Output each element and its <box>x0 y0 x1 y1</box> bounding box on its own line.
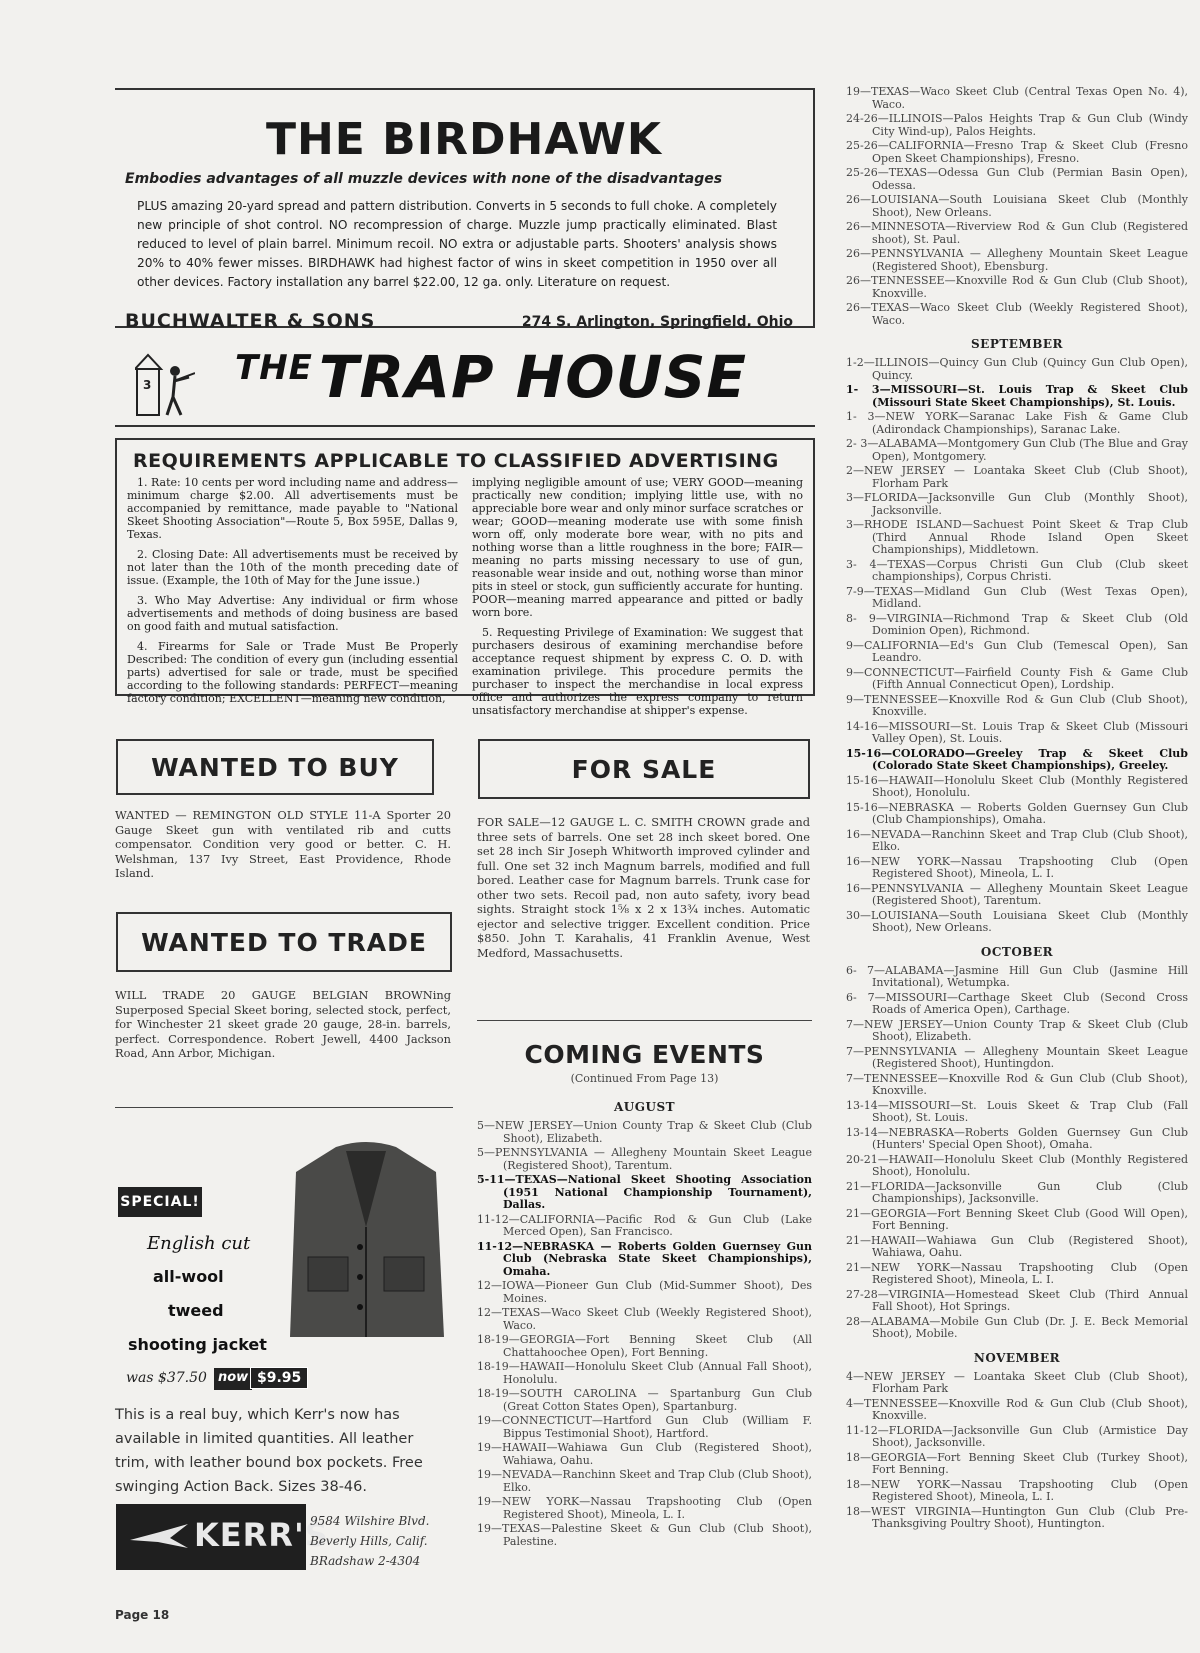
wanted-to-trade-header: WANTED TO TRADE <box>116 912 452 972</box>
event-item: 9—CONNECTICUT—Fairfield County Fish & Game Club (Fifth Annual Connecticut Open), Lordship. <box>846 665 1188 691</box>
event-item: 5—NEW JERSEY—Union County Trap & Skeet Club (Club Shoot), Elizabeth. <box>477 1119 812 1145</box>
event-item: 19—NEVADA—Ranchinn Skeet and Trap Club (Club Shoot), Elko. <box>477 1468 812 1494</box>
event-item: 5—PENNSYLVANIA — Allegheny Mountain Skeet League (Registered Shoot), Tarentum. <box>477 1146 812 1172</box>
kerr-line-tweed: tweed <box>168 1301 224 1320</box>
kerr-now-price: $9.95 <box>250 1367 308 1389</box>
requirements-col-2 <box>472 476 803 724</box>
event-item: 1-2—ILLINOIS—Quincy Gun Club (Quincy Gun Club Open), Quincy. <box>846 356 1188 382</box>
classified-requirements <box>115 438 815 717</box>
event-item: 4—TENNESSEE—Knoxville Rod & Gun Club (Club Shoot), Knoxville. <box>846 1396 1188 1422</box>
kerr-logo-text: KERR'S <box>194 1516 329 1554</box>
event-item: 20-21—HAWAII—Honolulu Skeet Club (Monthly Registered Shoot), Honolulu. <box>846 1152 1188 1178</box>
coming-events-subtitle: (Continued From Page 13) <box>570 1072 719 1085</box>
trap-house-the: THE <box>235 348 313 388</box>
event-item: 7-9—TEXAS—Midland Gun Club (West Texas Open), Midland. <box>846 584 1188 610</box>
event-item: 21—HAWAII—Wahiawa Gun Club (Registered Shoot), Wahiawa, Oahu. <box>846 1233 1188 1259</box>
kerr-address-line1: 9584 Wilshire Blvd. <box>310 1514 430 1528</box>
event-item: 6- 7—MISSOURI—Carthage Skeet Club (Second Cross Roads of America Open), Carthage. <box>846 990 1188 1016</box>
events-right-column <box>846 86 1188 1533</box>
jacket-image <box>286 1137 446 1347</box>
event-item: 15-16—HAWAII—Honolulu Skeet Club (Monthly Registered Shoot), Honolulu. <box>846 773 1188 799</box>
month-september: SEPTEMBER <box>971 337 1063 351</box>
event-item: 5-11—TEXAS—National Skeet Shooting Association (1951 National Championship Tournament), Dallas. <box>477 1173 812 1211</box>
kerr-special-badge: SPECIAL! <box>118 1187 202 1217</box>
kerr-now-label: now <box>214 1368 252 1390</box>
event-item: 1- 3—MISSOURI—St. Louis Trap & Skeet Club (Missouri State Skeet Championships), St. Louis. <box>846 383 1188 409</box>
month-november: NOVEMBER <box>973 1350 1061 1365</box>
event-item: 18-19—GEORGIA—Fort Benning Skeet Club (All Chattahoochee Open), Fort Benning. <box>477 1333 812 1359</box>
requirement-examination: 5. Requesting Privilege of Examination: We suggest that purchasers desirous of examining merchandise before acceptance request shipment by express C. O. D. with examination privilege. This procedure permits the purchaser to inspect the merchandise in local express office and authorizes the express company to return unsatisfactory merchandise at shipper's expense. <box>472 626 803 717</box>
kerr-line-all-wool: all-wool <box>153 1267 224 1286</box>
event-item: 26—LOUISIANA—South Louisiana Skeet Club (Monthly Shoot), New Orleans. <box>846 193 1188 219</box>
event-item: 18-19—SOUTH CAROLINA — Spartanburg Gun Club (Great Cotton States Open), Spartanburg. <box>477 1387 812 1413</box>
kerr-phone: BRadshaw 2-4304 <box>310 1554 421 1568</box>
event-item: 16—NEVADA—Ranchinn Skeet and Trap Club (Club Shoot), Elko. <box>846 827 1188 853</box>
event-list <box>477 1120 812 1548</box>
events-august <box>477 1090 812 1550</box>
event-item: 18—WEST VIRGINIA—Huntington Gun Club (Club Pre-Thanksgiving Poultry Shoot), Huntington. <box>846 1504 1188 1530</box>
for-sale-header: FOR SALE <box>478 739 810 799</box>
event-list <box>846 357 1188 935</box>
event-item: 16—NEW YORK—Nassau Trapshooting Club (Open Registered Shoot), Mineola, L. I. <box>846 854 1188 880</box>
event-list <box>846 1371 1188 1531</box>
event-item: 18—NEW YORK—Nassau Trapshooting Club (Open Registered Shoot), Mineola, L. I. <box>846 1477 1188 1503</box>
requirement-who: 3. Who May Advertise: Any individual or firm whose advertisements and methods of doing business are based on good faith and mutual satisfaction. <box>127 594 458 633</box>
event-item: 13-14—MISSOURI—St. Louis Skeet & Trap Club (Fall Shoot), St. Louis. <box>846 1098 1188 1124</box>
event-item: 1- 3—NEW YORK—Saranac Lake Fish & Game Club (Adirondack Championships), Saranac Lake. <box>846 410 1188 436</box>
event-item: 3- 4—TEXAS—Corpus Christi Gun Club (Club skeet championships), Corpus Christi. <box>846 557 1188 583</box>
event-item: 12—TEXAS—Waco Skeet Club (Weekly Registered Shoot), Waco. <box>477 1306 812 1332</box>
event-item: 7—PENNSYLVANIA — Allegheny Mountain Skeet League (Registered Shoot), Huntingdon. <box>846 1044 1188 1070</box>
event-item: 18—GEORGIA—Fort Benning Skeet Club (Turkey Shoot), Fort Benning. <box>846 1450 1188 1476</box>
birdhawk-title: THE BIRDHAWK <box>265 114 663 165</box>
event-item: 7—TENNESSEE—Knoxville Rod & Gun Club (Club Shoot), Knoxville. <box>846 1071 1188 1097</box>
kerr-line-shooting-jacket: shooting jacket <box>128 1335 267 1354</box>
event-item: 11-12—CALIFORNIA—Pacific Rod & Gun Club (Lake Merced Open), San Francisco. <box>477 1212 812 1238</box>
trap-house-header <box>115 343 815 427</box>
trap-house-title-text: TRAP HOUSE <box>318 343 748 411</box>
birdhawk-company: BUCHWALTER & SONS <box>125 310 376 332</box>
event-item: 7—NEW JERSEY—Union County Trap & Skeet Club (Club Shoot), Elizabeth. <box>846 1017 1188 1043</box>
event-item: 25-26—TEXAS—Odessa Gun Club (Permian Basin Open), Odessa. <box>846 166 1188 192</box>
event-item: 11-12—NEBRASKA — Roberts Golden Guernsey Gun Club (Nebraska State Skeet Championships), Omaha. <box>477 1239 812 1278</box>
birdhawk-tagline: Embodies advantages of all muzzle devices with none of the disadvantages <box>125 171 723 187</box>
event-item: 28—ALABAMA—Mobile Gun Club (Dr. J. E. Beck Memorial Shoot), Mobile. <box>846 1314 1188 1340</box>
wanted-to-buy-text: WANTED — REMINGTON OLD STYLE 11-A Sporter 20 Gauge Skeet gun with ventilated rib and cutts compensator. Condition very good or better. C. H. Welshman, 137 Ivy Street, East Providence, Rhode Island. <box>115 808 451 880</box>
event-list <box>846 965 1188 1341</box>
event-item: 16—PENNSYLVANIA — Allegheny Mountain Skeet League (Registered Shoot), Tarentum. <box>846 881 1188 907</box>
event-item: 14-16—MISSOURI—St. Louis Trap & Skeet Club (Missouri Valley Open), St. Louis. <box>846 719 1188 745</box>
birdhawk-footer <box>125 310 803 332</box>
event-item: 21—NEW YORK—Nassau Trapshooting Club (Open Registered Shoot), Mineola, L. I. <box>846 1260 1188 1286</box>
event-item: 4—NEW JERSEY — Loantaka Skeet Club (Club Shoot), Florham Park <box>846 1369 1188 1395</box>
event-item: 19—TEXAS—Palestine Skeet & Gun Club (Club Shoot), Palestine. <box>477 1522 812 1548</box>
requirement-firearms: 4. Firearms for Sale or Trade Must Be Properly Described: The condition of every gun (including essential parts) advertised for sale or trade, must be specified according to the following standards: PERFECT—meaning factory condition; EXCELLENT—meaning new condition, <box>127 640 458 705</box>
event-item: 2—NEW JERSEY — Loantaka Skeet Club (Club Shoot), Florham Park <box>846 464 1188 490</box>
event-item: 19—NEW YORK—Nassau Trapshooting Club (Open Registered Shoot), Mineola, L. I. <box>477 1495 812 1521</box>
kerr-was-price: was $37.50 <box>126 1370 207 1386</box>
for-sale-text: FOR SALE—12 GAUGE L. C. SMITH CROWN grade and three sets of barrels. One set 28 inch skeet bored. One set 28 inch Sir Joseph Whitworth improved cylinder and full. One set 32 inch Magnum barrels, modified and full bored. Leather case for Magnum barrels. Trunk case for other two sets. Recoil pad, non auto safety, ivory bead sights. Straight stock 1⅝ x 2 x 13¾ inches. Automatic ejector and selective trigger. Excellent condition. Price $850. John T. Karahalis, 41 Franklin Avenue, West Medford, Massachusetts. <box>477 815 810 960</box>
trap-house-icon <box>135 349 195 421</box>
birdhawk-body: PLUS amazing 20-yard spread and pattern distribution. Converts in 5 seconds to full choke. A completely new principle of shot control. NO recompression of charge. Muzzle jump practically eliminated. Blast reduced to level of plain barrel. Minimum recoil. NO extra or adjustable parts. Shooters' analysis shows 20% to 40% fewer misses. BIRDHAWK had highest factor of wins in skeet competition in 1950 over all other devices. Factory installation any barrel $22.00, 12 ga. only. Literature on request. <box>137 199 777 289</box>
event-item: 27-28—VIRGINIA—Homestead Skeet Club (Third Annual Fall Shoot), Hot Springs. <box>846 1287 1188 1313</box>
coming-events-title: COMING EVENTS <box>524 1040 765 1069</box>
requirements-title: REQUIREMENTS APPLICABLE TO CLASSIFIED ADVERTISING <box>133 450 779 472</box>
event-item: 6- 7—ALABAMA—Jasmine Hill Gun Club (Jasmine Hill Invitational), Wetumpka. <box>846 963 1188 989</box>
kerr-address-line2: Beverly Hills, Calif. <box>310 1534 428 1548</box>
birdhawk-address: 274 S. Arlington, Springfield, Ohio <box>521 314 793 330</box>
event-item: 19—CONNECTICUT—Hartford Gun Club (William F. Bippus Testimonial Shoot), Hartford. <box>477 1414 812 1440</box>
month-august: AUGUST <box>613 1100 676 1114</box>
event-item: 2- 3—ALABAMA—Montgomery Gun Club (The Blue and Gray Open), Montgomery. <box>846 437 1188 463</box>
event-item: 18-19—HAWAII—Honolulu Skeet Club (Annual Fall Shoot), Honolulu. <box>477 1360 812 1386</box>
month-october: OCTOBER <box>980 944 1054 959</box>
event-item: 26—TEXAS—Waco Skeet Club (Weekly Registered Shoot), Waco. <box>846 301 1188 327</box>
event-item: 3—FLORIDA—Jacksonville Gun Club (Monthly Shoot), Jacksonville. <box>846 491 1188 517</box>
event-item: 26—TENNESSEE—Knoxville Rod & Gun Club (Club Shoot), Knoxville. <box>846 274 1188 300</box>
trap-house-title <box>235 343 747 411</box>
event-item: 12—IOWA—Pioneer Gun Club (Mid-Summer Shoot), Des Moines. <box>477 1279 812 1305</box>
divider <box>477 1020 812 1021</box>
kerr-address <box>310 1511 429 1571</box>
event-item: 19—TEXAS—Waco Skeet Club (Central Texas Open No. 4), Waco. <box>846 85 1188 111</box>
event-item: 26—MINNESOTA—Riverview Rod & Gun Club (Registered shoot), St. Paul. <box>846 220 1188 246</box>
requirements-col-1 <box>127 476 458 724</box>
wanted-to-buy-header: WANTED TO BUY <box>116 739 434 795</box>
kerr-line-english-cut: English cut <box>147 1233 251 1254</box>
requirement-conditions: implying negligible amount of use; VERY GOOD—meaning practically new condition; implying little use, with no appreciable bore wear and only minor surface scratches or wear; GOOD—meaning moderate use with some finish worn off, only moderate bore wear, with no pits and nothing worse than a little roughness in the bore; FAIR—meaning no parts missing necessary to use of gun, reasonable wear inside and out, nothing worse than minor pits in steel or stock, gun sufficiently accurate for hunting. POOR—meaning marred appearance and pitted or badly worn bore. <box>472 476 803 619</box>
bird-logo-icon <box>130 1522 190 1552</box>
event-item: 8- 9—VIRGINIA—Richmond Trap & Skeet Club (Old Dominion Open), Richmond. <box>846 611 1188 637</box>
event-item: 15-16—NEBRASKA — Roberts Golden Guernsey Gun Club (Club Championships), Omaha. <box>846 800 1188 826</box>
event-item: 30—LOUISIANA—South Louisiana Skeet Club (Monthly Shoot), New Orleans. <box>846 908 1188 934</box>
event-item: 19—HAWAII—Wahiawa Gun Club (Registered Shoot), Wahiawa, Oahu. <box>477 1441 812 1467</box>
event-item: 21—FLORIDA—Jacksonville Gun Club (Club Championships), Jacksonville. <box>846 1179 1188 1205</box>
event-item: 3—RHODE ISLAND—Sachuest Point Skeet & Trap Club (Third Annual Rhode Island Open Skeet Championships), Middletown. <box>846 518 1188 556</box>
requirement-closing: 2. Closing Date: All advertisements must be received by not later than the 10th of the month preceding date of issue. (Example, the 10th of May for the June issue.) <box>127 548 458 587</box>
page-number: Page 18 <box>115 1608 170 1622</box>
requirement-rate: 1. Rate: 10 cents per word including name and address—minimum charge $2.00. All advertisements must be accompanied by remittance, made payable to "National Skeet Shooting Association"—Route 5, Box 595E, Dallas 9, Texas. <box>127 476 458 541</box>
divider <box>115 1107 453 1108</box>
event-item: 13-14—NEBRASKA—Roberts Golden Guernsey Gun Club (Hunters' Special Open Shoot), Omaha. <box>846 1125 1188 1151</box>
birdhawk-ad <box>115 88 815 332</box>
event-item: 9—TENNESSEE—Knoxville Rod & Gun Club (Club Shoot), Knoxville. <box>846 692 1188 718</box>
wanted-to-trade-text: WILL TRADE 20 GAUGE BELGIAN BROWNing Superposed Special Skeet boring, selected stock, perfect, for Winchester 21 skeet grade 20 gauge, 28-in. barrels, perfect. Correspondence. Robert Jewell, 4400 Jackson Road, Ann Arbor, Michigan. <box>115 988 451 1060</box>
event-item: 9—CALIFORNIA—Ed's Gun Club (Temescal Open), San Leandro. <box>846 638 1188 664</box>
event-item: 21—GEORGIA—Fort Benning Skeet Club (Good Will Open), Fort Benning. <box>846 1206 1188 1232</box>
event-item: 11-12—FLORIDA—Jacksonville Gun Club (Armistice Day Shoot), Jacksonville. <box>846 1423 1188 1449</box>
event-list <box>846 86 1188 327</box>
event-item: 24-26—ILLINOIS—Palos Heights Trap & Gun Club (Windy City Wind-up), Palos Heights. <box>846 112 1188 138</box>
event-item: 15-16—COLORADO—Greeley Trap & Skeet Club (Colorado State Skeet Championships), Greeley. <box>846 746 1188 772</box>
kerr-description: This is a real buy, which Kerr's now has available in limited quantities. All leather trim, with leather bound box pockets. Free swinging Action Back. Sizes 38-46. <box>115 1407 423 1495</box>
event-item: 25-26—CALIFORNIA—Fresno Trap & Skeet Club (Fresno Open Skeet Championships), Fresno. <box>846 139 1188 165</box>
event-item: 26—PENNSYLVANIA — Allegheny Mountain Skeet League (Registered Shoot), Ebensburg. <box>846 247 1188 273</box>
trap-house-number: 3 <box>143 378 152 392</box>
kerr-logo <box>116 1504 329 1570</box>
